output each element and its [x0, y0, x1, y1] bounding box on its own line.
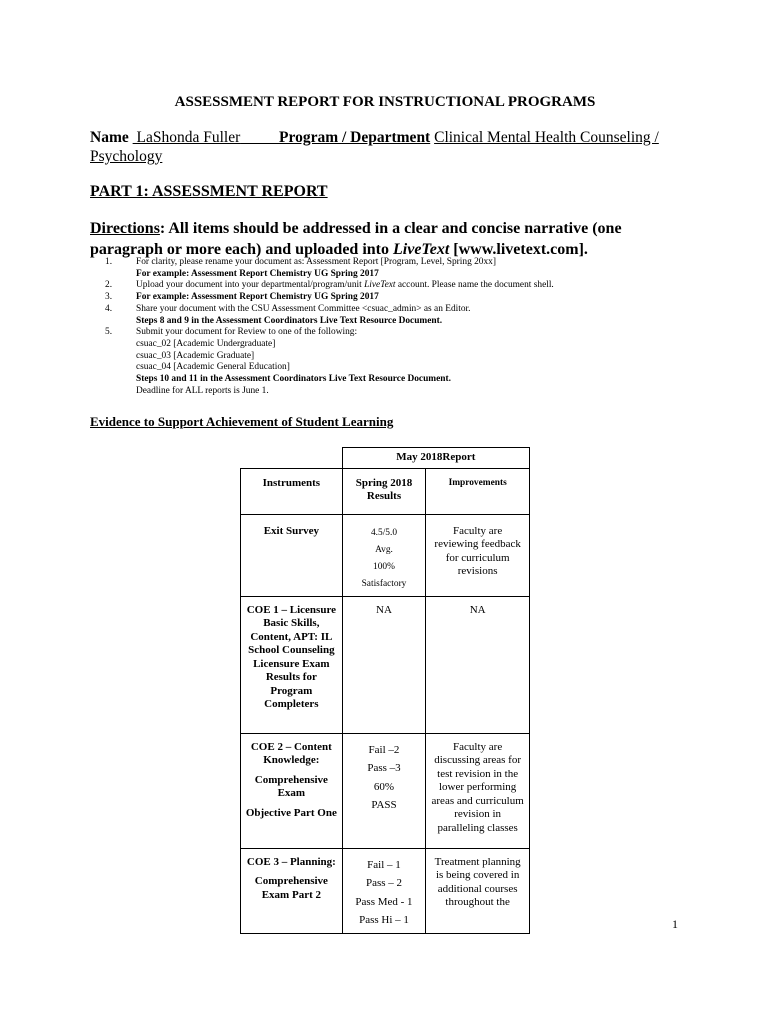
program-label: Program / Department [279, 129, 431, 146]
report-period-header: May 2018Report [342, 448, 529, 469]
livetext-name: LiveText [393, 241, 450, 258]
col-improvements-header: Improvements [426, 468, 530, 514]
list-item: Steps 8 and 9 in the Assessment Coordinators Live Text Resource Document. [136, 315, 443, 326]
instrument-cell: COE 3 – Planning: Comprehensive Exam Part 2 [241, 848, 343, 933]
improvements-cell: Treatment planning is being covered in additional courses throughout the [426, 848, 530, 933]
evidence-heading: Evidence to Support Achievement of Student Learning [90, 414, 394, 429]
results-cell: Fail – 1 Pass – 2 Pass Med - 1 Pass Hi – 1 [342, 848, 426, 933]
list-item: 3. For example: Assessment Report Chemistry UG Spring 2017 [105, 292, 379, 303]
assessment-table [240, 447, 530, 934]
improvements-cell: Faculty are discussing areas for test revision in the lower performing areas and curriculum revision in paralleling classes [426, 733, 530, 848]
list-item: csuac_03 [Academic Graduate] [136, 350, 255, 361]
results-cell: Fail –2 Pass –3 60% PASS [342, 733, 426, 848]
page-number: 1 [672, 917, 678, 931]
col-results-header: Spring 2018 Results [342, 468, 426, 514]
list-item: 2. Upload your document into your departmental/program/unit LiveText account. Please name the document shell. [105, 280, 554, 291]
list-item: 1. For clarity, please rename your document as: Assessment Report [Program, Level, Spring 20xx] [105, 257, 496, 267]
name-value: LaShonda Fuller_____ [136, 129, 279, 146]
improvements-cell: Faculty are reviewing feedback for curriculum revisions [426, 514, 530, 596]
steps-list [105, 257, 705, 397]
list-item: csuac_02 [Academic Undergraduate] [136, 338, 276, 349]
results-cell: NA [342, 596, 426, 733]
col-instruments-header: Instruments [241, 468, 343, 514]
instrument-cell: Exit Survey [241, 514, 343, 596]
name-blank: _____ [240, 129, 279, 146]
list-item: Steps 10 and 11 in the Assessment Coordinators Live Text Resource Document. [136, 374, 451, 385]
list-item: Deadline for ALL reports is June 1. [136, 385, 269, 396]
report-title: ASSESSMENT REPORT FOR INSTRUCTIONAL PROGRAMS [174, 94, 596, 110]
directions-label: Directions [90, 220, 160, 237]
table-row [241, 733, 530, 848]
name-program-line [90, 128, 710, 166]
table-row [241, 596, 530, 733]
part1-heading: PART 1: ASSESSMENT REPORT [90, 183, 328, 200]
instrument-cell: COE 2 – Content Knowledge: Comprehensive Exam Objective Part One [241, 733, 343, 848]
instrument-cell: COE 1 – Licensure Basic Skills, Content, APT: IL School Counseling Licensure Exam Results for Program Completers [241, 596, 343, 733]
name-label: Name [90, 129, 129, 146]
directions-paragraph: Directions: All items should be addressed in a clear and concise narrative (one paragraph or more each) and uploaded into LiveText [www.livetext.com]. [90, 220, 622, 258]
list-item: csuac_04 [Academic General Education] [136, 362, 290, 373]
table-column-header-row [241, 468, 530, 514]
program-value: Clinical Mental Health Counseling / [434, 129, 659, 146]
improvements-cell: NA [426, 596, 530, 733]
list-item: For example: Assessment Report Chemistry UG Spring 2017 [136, 268, 379, 279]
table-row [241, 848, 530, 933]
program-value-cont: Psychology [90, 148, 163, 165]
table-header-row [241, 448, 530, 469]
table-row [241, 514, 530, 596]
results-cell: 4.5/5.0 Avg. 100% Satisfactory [342, 514, 426, 596]
list-item: 5. Submit your document for Review to one of the following: [105, 327, 358, 338]
list-item: 4. Share your document with the CSU Assessment Committee <csuac_admin> as an Editor. [105, 303, 471, 314]
